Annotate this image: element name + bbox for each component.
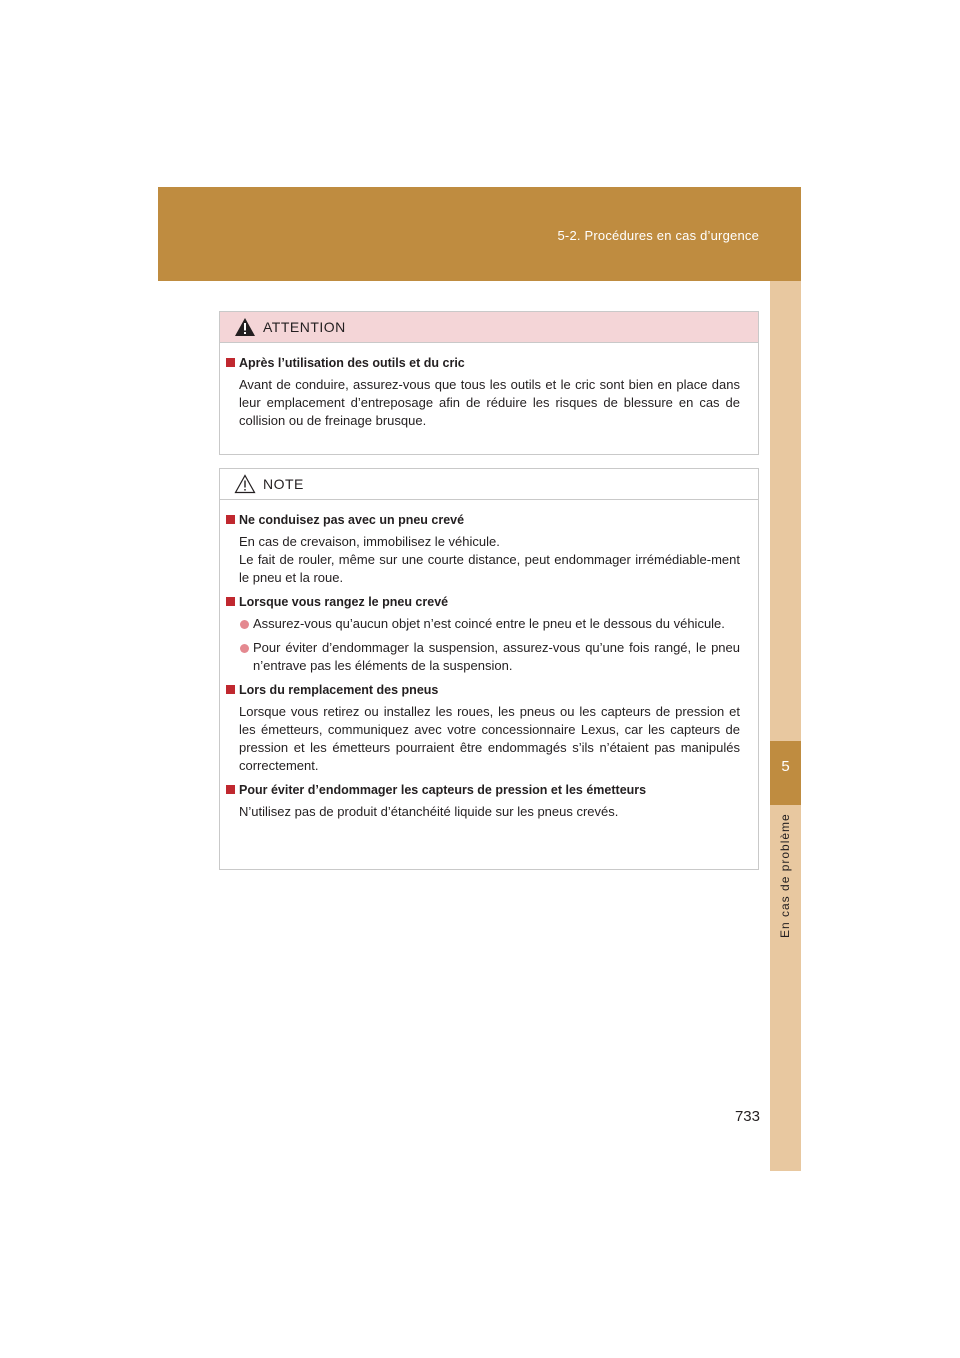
attention-body	[220, 343, 758, 430]
note-title: NOTE	[263, 476, 304, 492]
square-bullet-icon	[226, 515, 235, 524]
section-heading: Après l’utilisation des outils et du cric	[226, 354, 740, 372]
section-heading: Lors du remplacement des pneus	[226, 681, 740, 699]
round-bullet-icon	[240, 620, 249, 629]
section-heading: Ne conduisez pas avec un pneu crevé	[226, 511, 740, 529]
round-bullet-icon	[240, 644, 249, 653]
note-header	[220, 469, 758, 500]
section-heading: Pour éviter d’endommager les capteurs de pression et les émetteurs	[226, 781, 740, 799]
note-section	[226, 511, 740, 587]
square-bullet-icon	[226, 685, 235, 694]
section-text: Le fait de rouler, même sur une courte distance, peut endommager irrémédiable-ment le pneu et la roue.	[239, 552, 740, 585]
chapter-number: 5	[781, 758, 790, 775]
note-section	[226, 681, 740, 775]
chapter-label: En cas de problème	[778, 813, 792, 938]
square-bullet-icon	[226, 358, 235, 367]
section-text: Avant de conduire, assurez-vous que tous les outils et le cric sont bien en place dans leur emplacement d’entreposage afin de réduire les risques de blessure en cas de collision ou de freinage brusque.	[239, 377, 740, 428]
note-section	[226, 593, 740, 675]
list-item: Pour éviter d’endommager la suspension, assurez-vous qu’une fois rangé, le pneu n’entrave pas les éléments de la suspension.	[226, 639, 740, 675]
attention-header	[220, 312, 758, 343]
square-bullet-icon	[226, 597, 235, 606]
section-text: Lorsque vous retirez ou installez les roues, les pneus ou les capteurs de pression et les émetteurs, communiquez avec votre concessionnaire Lexus, car les capteurs de pression et les émetteurs pourraient être endommagés s’ils n’étaient pas manipulés correctement.	[239, 704, 740, 773]
warning-outline-icon	[234, 474, 256, 494]
section-text: N’utilisez pas de produit d’étanchéité liquide sur les pneus crevés.	[239, 804, 619, 819]
chapter-tab[interactable]	[770, 741, 801, 805]
header-band	[158, 187, 801, 281]
note-box	[219, 468, 759, 870]
side-strip	[770, 281, 801, 1171]
section-heading: Lorsque vous rangez le pneu crevé	[226, 593, 740, 611]
list-item: Assurez-vous qu’aucun objet n’est coincé entre le pneu et le dessous du véhicule.	[226, 615, 740, 633]
section-text: En cas de crevaison, immobilisez le véhicule.	[239, 534, 500, 549]
section-title: 5-2. Procédures en cas d’urgence	[557, 228, 759, 243]
attention-section	[226, 354, 740, 430]
warning-filled-icon	[234, 317, 256, 337]
note-section	[226, 781, 740, 821]
square-bullet-icon	[226, 785, 235, 794]
page-number: 733	[734, 1108, 760, 1125]
note-body	[220, 500, 758, 821]
attention-title: ATTENTION	[263, 319, 346, 335]
attention-box	[219, 311, 759, 455]
